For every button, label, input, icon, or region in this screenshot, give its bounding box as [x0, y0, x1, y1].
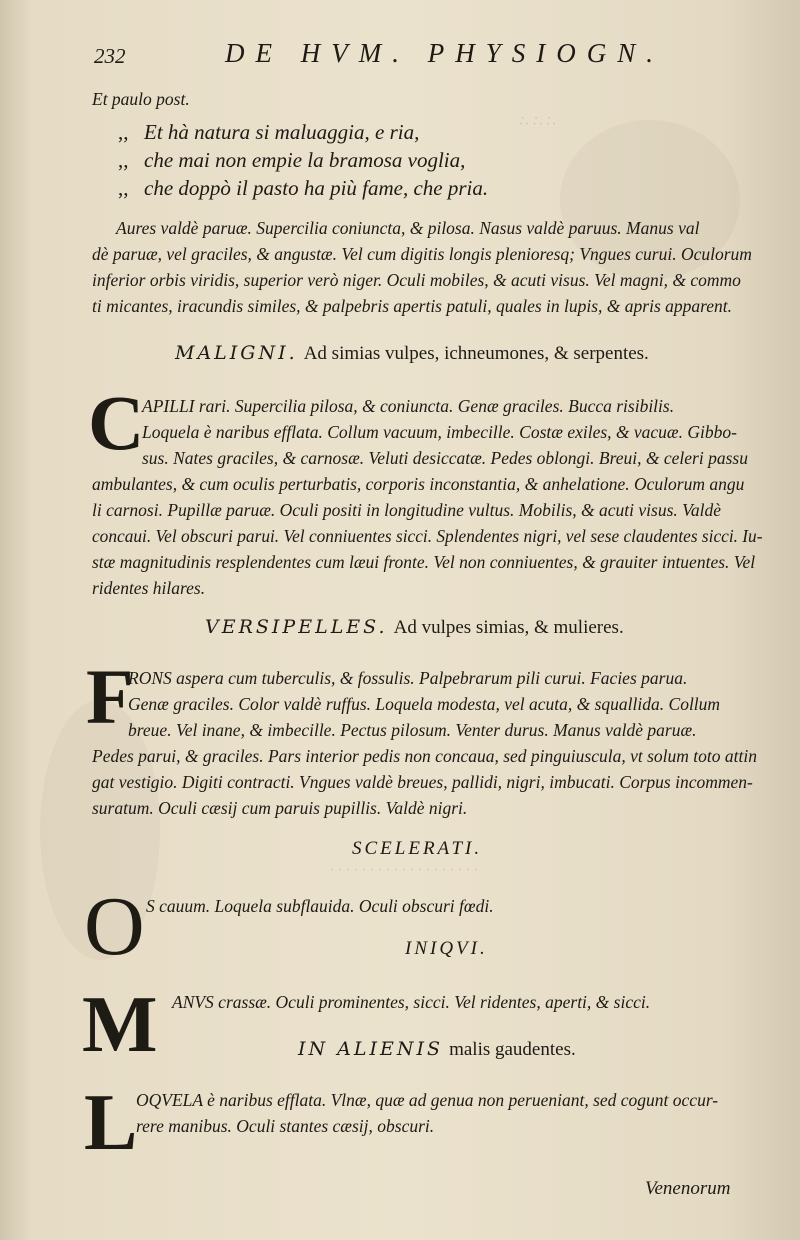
text-line: Genæ graciles. Color valdè ruffus. Loquela modesta, vel acuta, & squallida. Collum: [128, 694, 721, 714]
drop-cap-m: M: [82, 981, 158, 1069]
text-line: stæ magnitudinis resplendentes cum læui fronte. Vel non conniuentes, & grauiter intuentes. Vel: [92, 552, 756, 572]
section-heading-scelerati: SCELERATI.: [352, 838, 483, 859]
text-line: ti micantes, iracundis similes, & palpebris apertis patuli, quales in lupis, & apris apparent.: [92, 296, 733, 316]
section-heading-iniqui: INIQVI.: [405, 938, 488, 959]
quote-mark: ,,: [118, 176, 129, 200]
verse-line: ,, Et hà natura si maluaggia, e ria,: [118, 120, 420, 144]
text-line: S cauum. Loquela subflauida. Oculi obscuri fœdi.: [146, 896, 494, 916]
text-line: rere manibus. Oculi stantes cæsij, obscuri.: [136, 1116, 435, 1136]
show-through-text: ∴ ∴ ∴: [520, 114, 557, 130]
text-line: ridentes hilares.: [92, 578, 206, 598]
quote-mark: ,,: [118, 120, 129, 144]
verse-line: ,, che doppò il pasto ha più fame, che pria.: [118, 176, 489, 200]
section-heading-maligni: MALIGNI. Ad simias vulpes, ichneumones, & serpentes.: [175, 342, 649, 364]
text-line: inferior orbis viridis, superior verò niger. Oculi mobiles, & acuti visus. Vel magni, & commo: [92, 270, 741, 290]
running-title: DE HVM. PHYSIOGN.: [225, 38, 664, 68]
text-line: ambulantes, & cum oculis perturbatis, corporis inconstantia, & anhelatione. Oculorum angu: [92, 474, 745, 494]
verse-line: ,, che mai non empie la bramosa voglia,: [118, 148, 466, 172]
drop-cap-o: O: [84, 880, 145, 973]
quote-mark: ,,: [118, 148, 129, 172]
text-line: breue. Vel inane, & imbecille. Pectus pilosum. Venter durus. Manus valdè paruæ.: [128, 720, 697, 740]
text-line: gat vestigio. Digiti contracti. Vngues valdè breues, pallidi, nigri, imbucati. Corpus incommen-: [92, 772, 753, 792]
drop-cap-l: L: [84, 1079, 138, 1167]
text-line: Aures valdè paruæ. Supercilia coniuncta, & pilosa. Nasus valdè paruus. Manus val: [116, 218, 700, 238]
text-line: concaui. Vel obscuri parui. Vel conniuentes sicci. Splendentes nigri, vel sese claudentes sicci. Iu-: [92, 526, 763, 546]
text-line: suratum. Oculi cæsij cum paruis pupillis. Valdè nigri.: [92, 798, 468, 818]
text-line: ANVS crassæ. Oculi prominentes, sicci. Vel ridentes, aperti, & sicci.: [172, 992, 651, 1012]
text-line: Pedes parui, & graciles. Pars interior pedis non concaua, sed pinguiuscula, vt solum toto attin: [92, 746, 757, 766]
text-line: APILLI rari. Supercilia pilosa, & coniuncta. Genæ graciles. Bucca risibilis.: [142, 396, 675, 416]
text-line: sus. Nates graciles, & carnosæ. Veluti desiccatæ. Pedes oblongi. Breui, & celeri passu: [142, 448, 748, 468]
text-line: RONS aspera cum tuberculis, & fossulis. Palpebrarum pili curui. Facies parua.: [128, 668, 688, 688]
text-line: Loquela è naribus efflata. Collum vacuum, imbecille. Costæ exiles, & vacuæ. Gibbo-: [142, 422, 737, 442]
text-line: li carnosi. Pupillæ paruæ. Oculi positi in longitudine vultus. Mobilis, & acuti visus. Valdè: [92, 500, 722, 520]
drop-cap-c: C: [88, 379, 145, 466]
text-line: OQVELA è naribus efflata. Vlnæ, quæ ad genua non perueniant, sed cogunt occur-: [136, 1090, 719, 1110]
intro-line: Et paulo post.: [92, 89, 190, 109]
show-through-text: · · · · · · · · · · · · · · · · · · ·: [330, 862, 478, 879]
catchword: Venenorum: [645, 1178, 731, 1199]
page-number: 232: [94, 44, 126, 68]
text-line: dè paruæ, vel graciles, & angustæ. Vel cum digitis longis plenioresq; Vngues curui. Oculorum: [92, 244, 752, 264]
section-heading-versipelles: VERSIPELLES. Ad vulpes simias, & mulieres.: [205, 616, 624, 638]
drop-cap-f: F: [86, 653, 134, 740]
section-heading-in-alienis: IN ALIENIS malis gaudentes.: [298, 1038, 576, 1060]
